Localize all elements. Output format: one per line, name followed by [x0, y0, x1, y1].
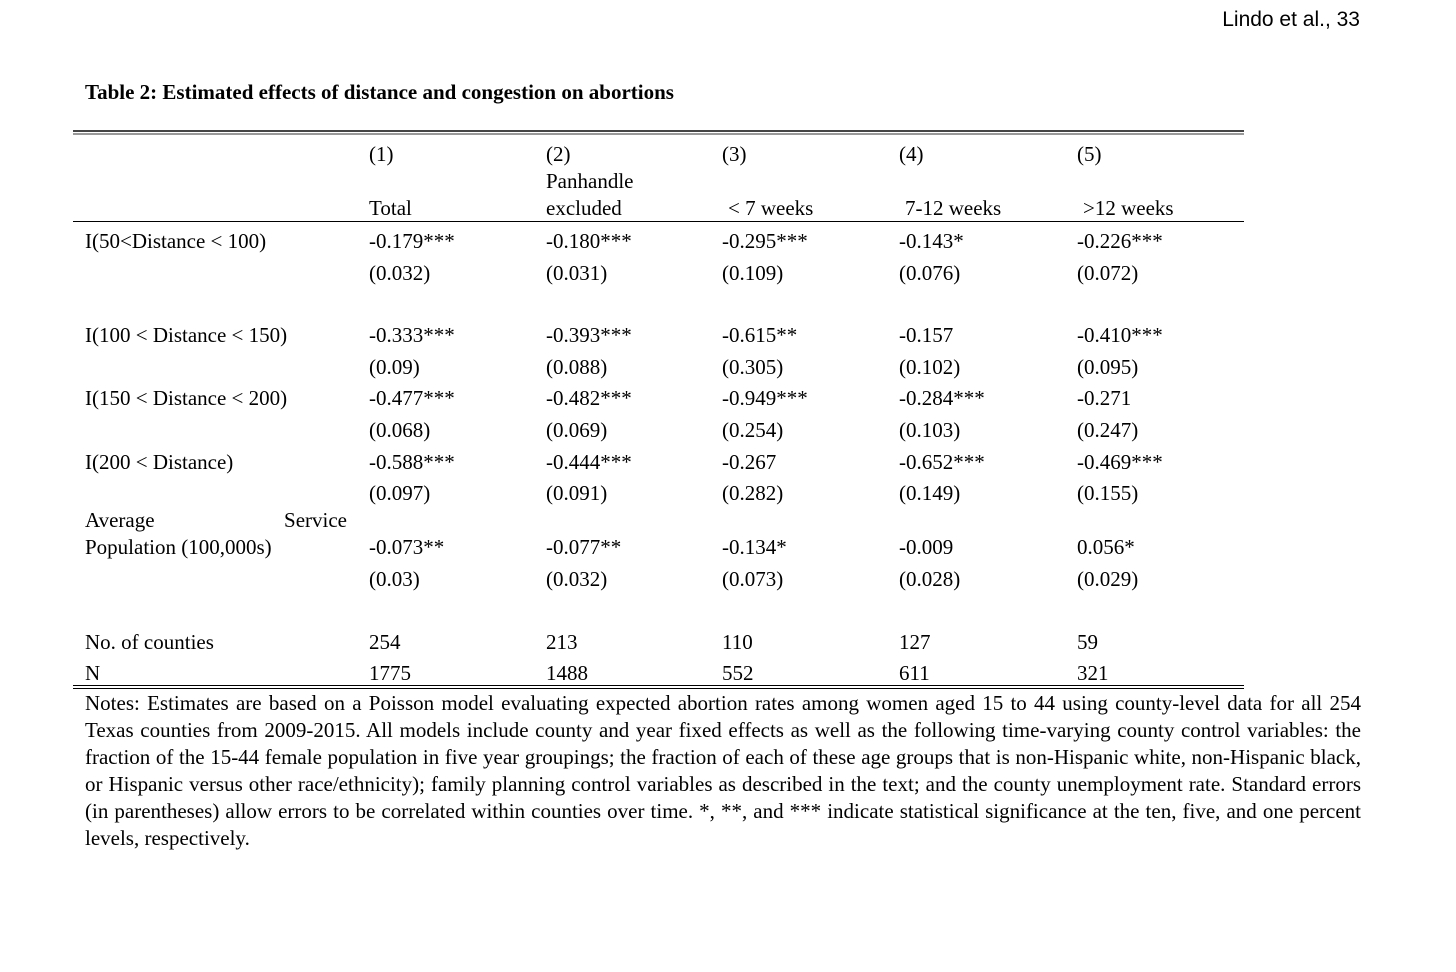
table-notes: Notes: Estimates are based on a Poisson model evaluating expected abortion rates among women aged 15 to 44 using county-level data for all 254 Texas counties from 2009-2015. All models include county and year fixed effects as well as the following time-varying county control variables: the fraction of the 15-44 female population in five year groupings; the fraction of each of these age groups that is non-Hispanic white, non-Hispanic black, or Hispanic versus other race/ethnicity); family planning control variables as described in the text; and the county unemployment rate. Standard errors (in parentheses) allow errors to be correlated within counties over time. *, **, and *** indicate statistical significance at the ten, five, and one percent levels, respectively. [85, 691, 1361, 850]
coefficient-cell: -0.393*** [546, 323, 632, 347]
std-error-cell: (0.09) [369, 355, 420, 379]
std-error-cell: (0.155) [1077, 481, 1139, 505]
std-error-cell: (0.109) [722, 261, 784, 285]
running-head: Lindo et al., 33 [1222, 8, 1360, 31]
coefficient-cell: -0.180*** [546, 229, 632, 253]
coefficient-cell: -0.615** [722, 323, 798, 347]
n-cell: 1775 [369, 661, 411, 685]
std-error-cell: (0.088) [546, 355, 608, 379]
std-error-cell: (0.149) [899, 481, 961, 505]
coefficient-cell: -0.469*** [1077, 450, 1163, 474]
std-error-cell: (0.031) [546, 261, 608, 285]
counties-cell: 213 [546, 630, 578, 654]
coefficient-cell: -0.410*** [1077, 323, 1163, 347]
coefficient-cell: -0.284*** [899, 386, 985, 410]
coefficient-cell: -0.588*** [369, 450, 455, 474]
std-error-cell: (0.028) [899, 567, 961, 591]
column-number: (4) [899, 142, 924, 166]
coefficient-cell: -0.482*** [546, 386, 632, 410]
std-error-cell: (0.102) [899, 355, 961, 379]
column-number: (5) [1077, 142, 1102, 166]
coefficient-cell: -0.652*** [899, 450, 985, 474]
row-label: I(100 < Distance < 150) [85, 323, 288, 347]
row-label: I(150 < Distance < 200) [85, 386, 288, 410]
counties-cell: 110 [722, 630, 753, 654]
std-error-cell: (0.103) [899, 418, 961, 442]
counties-cell: 127 [899, 630, 931, 654]
std-error-cell: (0.076) [899, 261, 961, 285]
coefficient-cell: -0.271 [1077, 386, 1132, 410]
column-heading: < 7 weeks [728, 196, 814, 220]
n-cell: 552 [722, 661, 754, 685]
row-label: I(200 < Distance) [85, 450, 234, 474]
n-cell: 321 [1077, 661, 1109, 685]
row-label-part: Average [85, 508, 155, 532]
coefficient-cell: -0.073** [369, 535, 445, 559]
column-heading: excluded [546, 196, 622, 220]
std-error-cell: (0.095) [1077, 355, 1139, 379]
std-error-cell: (0.091) [546, 481, 608, 505]
column-heading: 7-12 weeks [905, 196, 1002, 220]
column-heading-line: Panhandle [546, 169, 634, 193]
coefficient-cell: -0.179*** [369, 229, 455, 253]
std-error-cell: (0.069) [546, 418, 608, 442]
row-label-n: N [85, 661, 101, 685]
row-label-average-service-population [85, 507, 347, 561]
row-label: I(50<Distance < 100) [85, 229, 267, 253]
counties-cell: 59 [1077, 630, 1098, 654]
coefficient-cell: -0.267 [722, 450, 777, 474]
column-heading: Total [369, 196, 412, 220]
coefficient-cell: -0.226*** [1077, 229, 1163, 253]
row-label-part: Service [284, 508, 347, 532]
column-number: (1) [369, 142, 394, 166]
std-error-cell: (0.029) [1077, 567, 1139, 591]
row-label-counties: No. of counties [85, 630, 214, 654]
coefficient-cell: 0.056* [1077, 535, 1135, 559]
std-error-cell: (0.073) [722, 567, 784, 591]
column-heading: >12 weeks [1083, 196, 1174, 220]
coefficient-cell: -0.444*** [546, 450, 632, 474]
coefficient-cell: -0.077** [546, 535, 622, 559]
table-title: Table 2: Estimated effects of distance and congestion on abortions [85, 80, 674, 104]
n-cell: 1488 [546, 661, 588, 685]
coefficient-cell: -0.295*** [722, 229, 808, 253]
coefficient-cell: -0.949*** [722, 386, 808, 410]
std-error-cell: (0.032) [369, 261, 431, 285]
std-error-cell: (0.097) [369, 481, 431, 505]
n-cell: 611 [899, 661, 930, 685]
row-label-part: Population (100,000s) [85, 535, 272, 559]
std-error-cell: (0.254) [722, 418, 784, 442]
column-number: (3) [722, 142, 747, 166]
std-error-cell: (0.305) [722, 355, 784, 379]
column-number: (2) [546, 142, 571, 166]
coefficient-cell: -0.134* [722, 535, 787, 559]
std-error-cell: (0.032) [546, 567, 608, 591]
std-error-cell: (0.247) [1077, 418, 1139, 442]
std-error-cell: (0.068) [369, 418, 431, 442]
coefficient-cell: -0.477*** [369, 386, 455, 410]
coefficient-cell: -0.333*** [369, 323, 455, 347]
std-error-cell: (0.03) [369, 567, 420, 591]
counties-cell: 254 [369, 630, 401, 654]
std-error-cell: (0.282) [722, 481, 784, 505]
std-error-cell: (0.072) [1077, 261, 1139, 285]
coefficient-cell: -0.009 [899, 535, 954, 559]
coefficient-cell: -0.157 [899, 323, 954, 347]
coefficient-cell: -0.143* [899, 229, 964, 253]
